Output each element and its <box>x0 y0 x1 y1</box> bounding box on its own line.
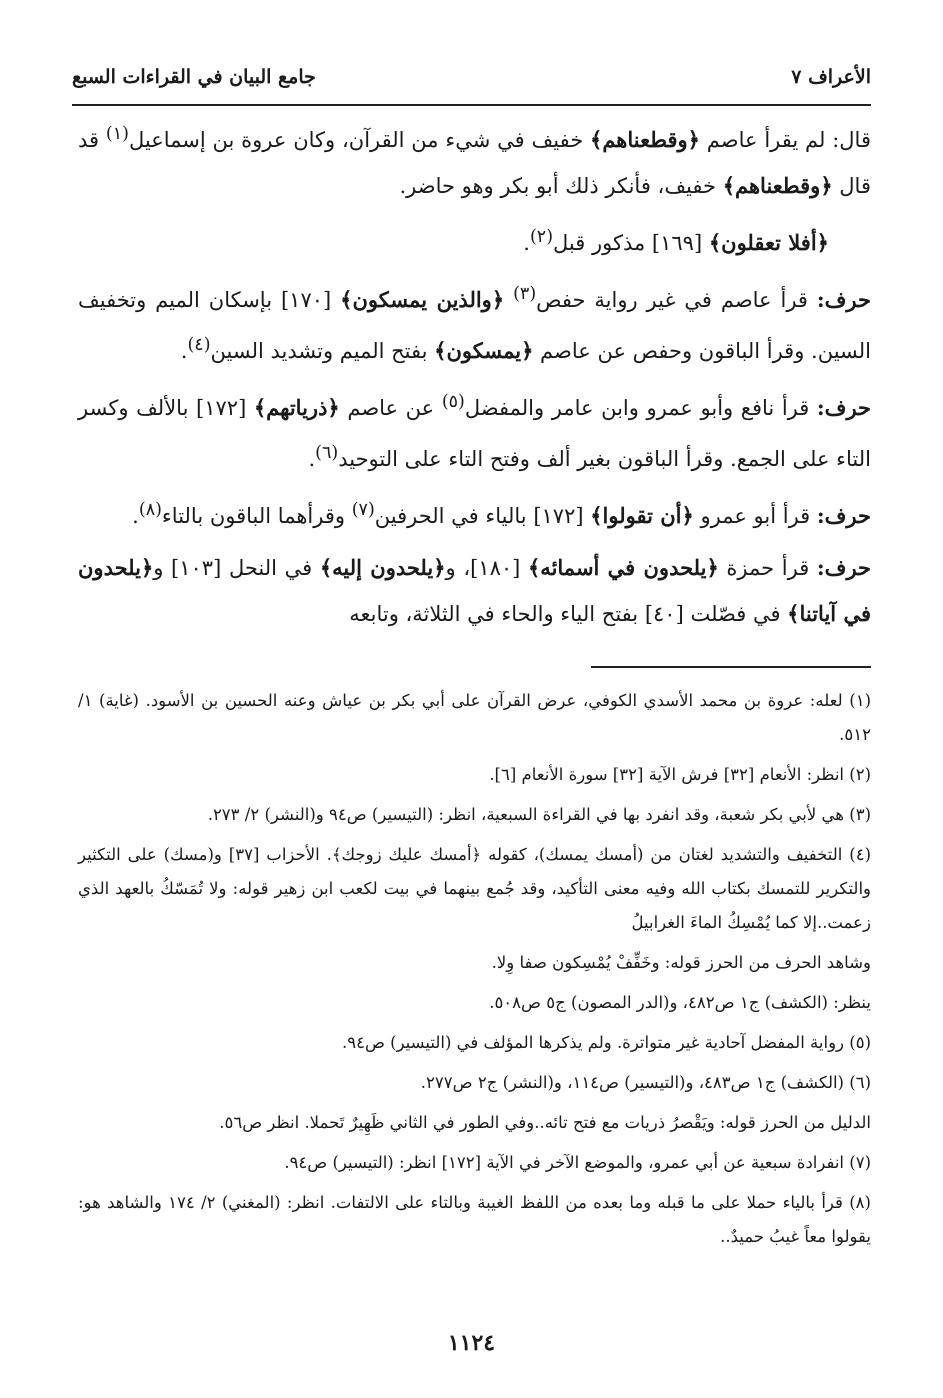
footnote: (٧) انفرادة سبعية عن أبي عمرو، والموضع الآخر في الآية [١٧٢] انظر: (التيسير) ص٩٤. <box>284 1153 871 1172</box>
header-chapter: الأعراف ٧ <box>791 66 871 88</box>
paragraph-2 <box>78 215 871 266</box>
footnote-ref: (٥) <box>441 392 465 412</box>
footnote: (٥) رواية المفضل آحادية غير متواترة. ولم يذكرها المؤلف في (التيسير) ص٩٤. <box>341 1033 871 1052</box>
footnote: (٢) انظر: الأنعام [٣٢] فرش الآية [٣٢] سورة الأنعام [٦]. <box>489 765 871 784</box>
quran-word: ﴿والذين يمسكون﴾ <box>340 287 505 312</box>
footnotes <box>78 684 871 1260</box>
footnote-ref: (٣) <box>513 284 537 304</box>
section-lead: حرف: <box>816 503 871 528</box>
text: في النحل [١٠٣] و <box>153 556 320 580</box>
text <box>504 288 513 312</box>
footnote: (٦) (الكشف) ج١ ص٤٨٣، و(التيسير) ص١١٤، و(النشر) ج٢ ص٢٧٧. <box>420 1073 871 1092</box>
footnote: (٨) قرأ بالياء حملا على ما قبله وما بعده من اللفظ الغيبة وبالتاء على الالتفات. انظر: (المغني) ٢/ ١٧٤ والشاهد هو: يقولوا معاً غيبُ حميدٌ.. <box>78 1193 871 1246</box>
text: في فصّلت [٤٠] بفتح الياء والحاء في الثلاثة، وتابعه <box>349 602 788 626</box>
text: [١٨٠]، و <box>445 556 528 580</box>
text: [١٧٢] بالياء في الحرفين <box>374 504 591 528</box>
text: قال: لم يقرأ عاصم <box>699 128 871 152</box>
header-book-title: جامع البيان في القراءات السبع <box>72 66 316 88</box>
quran-word: ﴿يلحدون إليه﴾ <box>319 555 446 580</box>
text: قرأ عاصم في غير رواية حفص <box>536 288 817 312</box>
header-rule <box>72 104 871 106</box>
footnote-ref: (٤) <box>187 335 211 355</box>
footnote: الدليل من الحرز قوله: ويَقْصرُ ذريات مع فتح تائه..وفي الطور في الثاني ظَهِيرٌ تَحملا. انظر ص٥٦. <box>219 1113 871 1132</box>
text: عن عاصم <box>339 396 442 420</box>
text: بفتح الميم وتشديد السين <box>210 339 435 363</box>
quran-word: ﴿وقطعناهم﴾ <box>590 127 700 152</box>
text: . <box>132 504 139 528</box>
text: [١٧٢] بالألف وكسر التاء على الجمع. وقرأ الباقون بغير ألف وفتح التاء على التوحيد <box>78 396 871 471</box>
text: [١٦٩] مذكور قبل <box>553 231 709 255</box>
text: قرأ أبو عمرو <box>693 504 817 528</box>
text: . <box>308 447 316 471</box>
footnote-ref: (٨) <box>138 500 162 520</box>
paragraph-1 <box>78 112 871 209</box>
text: قرأ نافع وأبو عمرو وابن عامر والمفضل <box>464 396 817 420</box>
footnote-ref: (٢) <box>529 227 554 247</box>
footnote: وشاهد الحرف من الحرز قوله: وخَفِّفْ يُمْسِكون صفا وِلا. <box>491 953 871 972</box>
main-text <box>78 112 871 643</box>
text: قرأ حمزة <box>718 556 817 580</box>
quran-word: ﴿يمسكون﴾ <box>434 338 534 363</box>
paragraph-4 <box>78 380 871 482</box>
footnote: (٤) التخفيف والتشديد لغتان من (أمسك يمسك)، كقوله ﴿أمسك عليك زوجك﴾. الأحزاب [٣٧] و(مسك) على التكثير والتكرير للتمسك بكتاب الله وفيه معنى التأكيد، وقد جُمع بينهما في بيت لكعب ابن زهير قوله: ولا تُمَسّكُ بالعهد الذي زعمت..إلا كما يُمْسِكُ الماءَ الغرابيلُ <box>78 845 871 932</box>
section-lead: حرف: <box>816 555 872 580</box>
quran-word: ﴿يلحدون في آياتنا﴾ <box>78 555 871 626</box>
quran-word: ﴿وقطعناهم﴾ <box>722 173 833 198</box>
text: وقرأهما الباقون بالتاء <box>161 504 352 528</box>
paragraph-6 <box>78 545 871 637</box>
footnote-ref: (٦) <box>315 443 339 463</box>
footnote-ref: (٧) <box>351 500 375 520</box>
quran-word: ﴿ذرياتهم﴾ <box>253 395 340 420</box>
running-header <box>72 60 871 94</box>
page-number: ١١٢٤ <box>447 1330 496 1356</box>
text: . <box>180 339 188 363</box>
footnote-separator <box>591 666 871 668</box>
paragraph-5 <box>78 488 871 539</box>
paragraph-3 <box>78 272 871 374</box>
quran-word: ﴿يلحدون في أسمائه﴾ <box>528 555 719 580</box>
quran-word: ﴿أفلا تعقلون﴾ <box>708 230 829 255</box>
footnote-ref: (١) <box>105 124 129 144</box>
text: [١٧٠] بإسكان الميم وتخفيف السين. وقرأ الباقون وحفص عن عاصم <box>78 288 871 363</box>
text: . <box>523 231 530 255</box>
text: خفيف، فأنكر ذلك أبو بكر وهو حاضر. <box>399 174 723 198</box>
footnote: (١) لعله: عروة بن محمد الأسدي الكوفي، عرض القرآن على أبي بكر بن عياش وعنه الحسين بن الأسود. (غاية) ١/ ٥١٢. <box>78 691 871 744</box>
section-lead: حرف: <box>816 287 871 312</box>
text: خفيف في شيء من القرآن، وكان عروة بن إسماعيل <box>128 128 591 152</box>
footnote: ينظر: (الكشف) ج١ ص٤٨٢، و(الدر المصون) ج٥ ص٥٠٨. <box>489 993 871 1012</box>
section-lead: حرف: <box>816 395 872 420</box>
quran-word: ﴿أن تقولوا﴾ <box>590 503 694 528</box>
text: قد قال <box>78 128 871 198</box>
footnote: (٣) هي لأبي بكر شعبة، وقد انفرد بها في القراءة السبعية، انظر: (التيسير) ص٩٤ و(النشر) ٢/ ٢٧٣. <box>207 805 871 824</box>
